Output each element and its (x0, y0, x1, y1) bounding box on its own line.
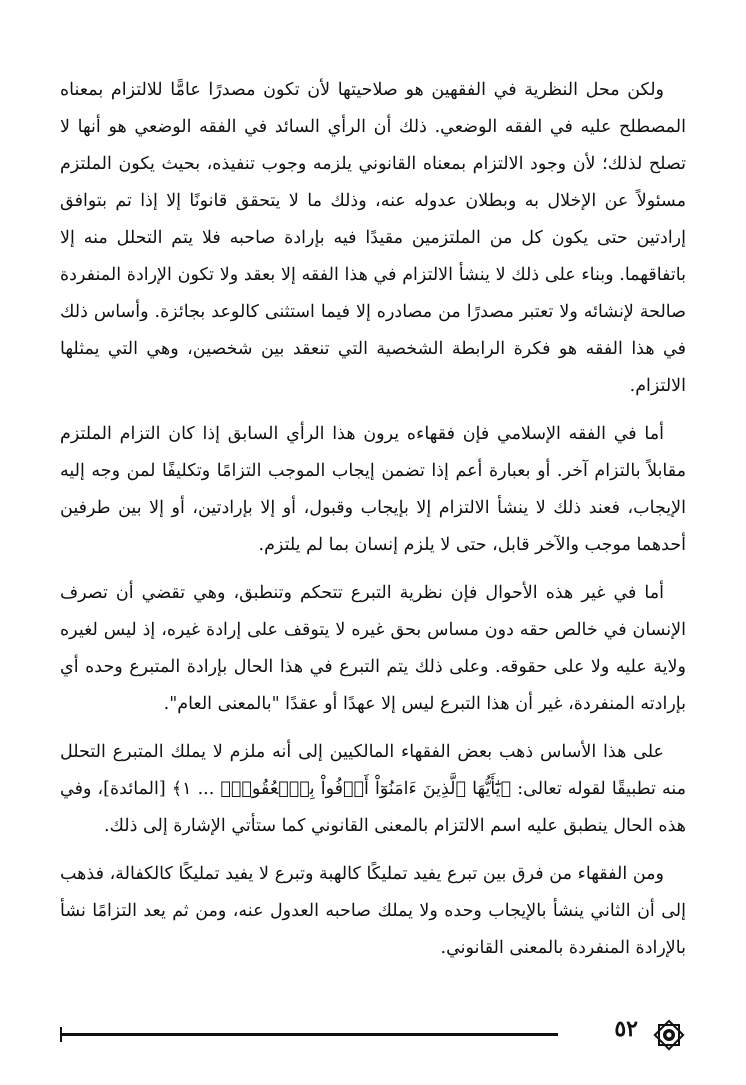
page-number: ٥٢ (614, 1016, 638, 1042)
quran-verse: ﴿يَٰٓأَيُّهَا ٱلَّذِينَ ءَامَنُوٓاْ أَوۡفُواْ بِٱلۡعُقُودِۚ ... ١﴾ (171, 779, 512, 799)
paragraph-3: أما في غير هذه الأحوال فإن نظرية التبرع تتحكم وتنطبق، وهي تقضي أن تصرف الإنسان في خالص حقه دون مساس بحق غيره لا يتوقف على إرادة غيره، إذ ليس لغيره ولاية عليه ولا على حقوقه. وعلى ذلك يتم التبرع في هذا الحال بإرادة المتبرع وحده أي بإرادته المنفردة، غير أن هذا التبرع ليس إلا عهدًا أو عقدًا "بالمعنى العام". (60, 583, 686, 714)
page-footer (60, 1018, 686, 1050)
paragraph-4-intro: على هذا الأساس ذهب بعض الفقهاء المالكيين إلى أنه ملزم لا يملك المتبرع التحلل منه تطبيقًا لقوله تعالى: (60, 742, 687, 799)
paragraph-4 (60, 734, 686, 845)
footer-rule (60, 1033, 558, 1036)
paragraph-1: ولكن محل النظرية في الفقهين هو صلاحيتها لأن تكون مصدرًا عامًّا للالتزام بمعناه المصطلح عليه في الفقه الوضعي. ذلك أن الرأي السائد في الفقه الوضعي هو أنها لا تصلح لذلك؛ لأن وجود الالتزام بمعناه القانوني يلزمه وجوب تنفيذه، بحيث يكون الملتزم مسئولاً عن الإخلال به وبطلان عدوله عنه، وذلك ما لا يتحقق قانونًا إلا إذا تم بتوافق إرادتين حتى يكون كل من الملتزمين مقيدًا فيه بإرادة صاحبه فلا يتم التحلل منه إلا باتفاقهما. وبناء على ذلك لا ينشأ الالتزام في هذا الفقه إلا بعقد ولا تكون الإرادة المنفردة صالحة لإنشائه ولا تعتبر مصدرًا من مصادره إلا فيما استثنى كالوعد بجائزة. وأساس ذلك في هذا الفقه هو فكرة الرابطة الشخصية التي تنعقد بين شخصين، وهي التي يمثلها الالتزام. (60, 80, 686, 396)
paragraph-5: ومن الفقهاء من فرق بين تبرع يفيد تمليكًا كالهبة وتبرع لا يفيد تمليكًا كالكفالة، فذهب إلى أن الثاني ينشأ بالإيجاب وحده ولا يملك صاحبه العدول عنه، ومن ثم يعد التزامًا نشأ بالإرادة المنفردة بالمعنى القانوني. (60, 864, 686, 958)
body-text (60, 72, 686, 978)
paragraph-2: أما في الفقه الإسلامي فإن فقهاءه يرون هذا الرأي السابق إذا كان التزام الملتزم مقابلاً بالتزام آخر. أو بعبارة أعم إذا تضمن إيجاب الموجب التزامًا وتكليفًا لمن وجه إليه الإيجاب، فعند ذلك لا ينشأ الالتزام إلا بإيجاب وقبول، أو إلا بإرادتين، أو إلا بين طرفين أحدهما موجب والآخر قابل، حتى لا يلزم إنسان بما لم يلتزم. (60, 424, 686, 555)
octagram-ornament-icon (652, 1018, 686, 1052)
paragraph-4-rest: [المائدة]، وفي هذه الحال ينطبق عليه اسم الالتزام بالمعنى القانوني كما ستأتي الإشارة إلى ذلك. (60, 779, 686, 836)
